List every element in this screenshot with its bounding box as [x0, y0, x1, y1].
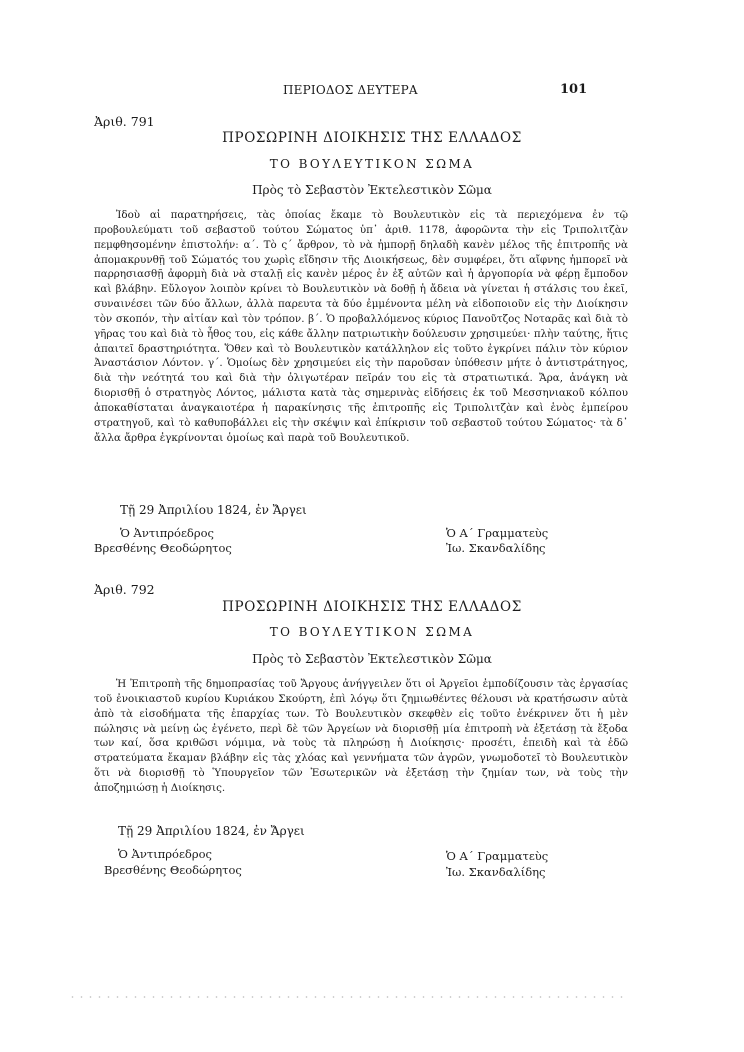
left-signatory-title: Ὁ Ἀντιπρόεδρος	[120, 526, 214, 540]
document-number: Ἀριθ. 792	[94, 582, 155, 597]
right-signatory-title: Ὁ Α΄ Γραμματεὺς	[446, 849, 549, 863]
left-signatory-title: Ὁ Ἀντιπρόεδρος	[118, 847, 212, 861]
scan-noise	[68, 996, 628, 998]
page-number: 101	[560, 82, 588, 97]
document-title: ΠΡΟΣΩΡΙΝΗ ΔΙΟΙΚΗΣΙΣ ΤΗΣ ΕΛΛΑΔΟΣ	[222, 599, 522, 615]
document-subtitle: ΤΟ ΒΟΥΛΕΥΤΙΚΟΝ ΣΩΜΑ	[269, 157, 475, 171]
document-addressee: Πρὸς τὸ Σεβαστὸν Ἐκτελεστικὸν Σῶμα	[252, 183, 492, 197]
right-signatory-name: Ἰω. Σκανδαλίδης	[446, 865, 546, 879]
running-head: ΠΕΡΙΟΔΟΣ ΔΕΥΤΕΡΑ	[283, 83, 418, 97]
document-date: Τῇ 29 Ἀπριλίου 1824, ἐν Ἄργει	[118, 824, 305, 838]
document-body: Ἡ Ἐπιτροπὴ τῆς δημοπρασίας τοῦ Ἄργους ἀνήγγειλεν ὅτι οἱ Ἀργεῖοι ἐμποδίζουσιν τὰς ἐργασίας τοῦ ἐνοικιαστοῦ κυρίου Κυριάκου Σκούρτη, ἐπὶ λόγῳ ὅτι ζημιωθέντες θέλουσι νὰ κρατήσωσιν αὐτὰ ἀπὸ τὰ εἰσοδήματα τῆς ἐπαρχίας των. Τὸ Βουλευτικὸν σκεφθὲν εἰς τοῦτο ἐνέκρινεν ὅτι ἡ μὲν πώλησις νὰ μείνῃ ὡς ἐγένετο, περὶ δὲ τῶν Ἀργείων νὰ διορισθῇ μία ἐπιτροπὴ νὰ ἐξετάσῃ τὰ ἔξοδα των καί, ὅσα κριθῶσι νόμιμα, νὰ τοὺς τὰ πληρώσῃ ἡ Διοίκησις· προσέτι, ἐπειδὴ καὶ τὰ ἐδῶ στρατεύματα ἔκαμαν βλάβην εἰς τὰς χλόας καὶ γεννήματα τῶν ἀγρῶν, γνωμοδοτεῖ τὸ Βουλευτικὸν ὅτι νὰ διορισθῇ τὸ Ὑπουργεῖον τῶν Ἐσωτερικῶν νὰ ἐξετάσῃ τὴν ζημίαν των, νὰ τοὺς τὴν ἀποζημιώσῃ ἡ Διοίκησις.	[94, 678, 628, 794]
left-signatory-name: Βρεσθένης Θεοδώρητος	[104, 863, 242, 877]
document-title: ΠΡΟΣΩΡΙΝΗ ΔΙΟΙΚΗΣΙΣ ΤΗΣ ΕΛΛΑΔΟΣ	[222, 130, 522, 146]
document-date: Τῇ 29 Ἀπριλίου 1824, ἐν Ἄργει	[120, 503, 307, 517]
document-subtitle: ΤΟ ΒΟΥΛΕΥΤΙΚΟΝ ΣΩΜΑ	[269, 625, 475, 639]
left-signatory-name: Βρεσθένης Θεοδώρητος	[94, 541, 232, 555]
right-signatory-name: Ἰω. Σκανδαλίδης	[446, 541, 546, 555]
document-number: Ἀριθ. 791	[94, 114, 155, 129]
document-addressee: Πρὸς τὸ Σεβαστὸν Ἐκτελεστικὸν Σῶμα	[252, 652, 492, 666]
document-body: Ἰδοὺ αἱ παρατηρήσεις, τὰς ὁποίας ἔκαμε τὸ Βουλευτικὸν εἰς τὰ περιεχόμενα ἐν τῷ προβουλεύματι τοῦ σεβαστοῦ τούτου Σώματος ὑπ᾽ ἀριθ. 1178, ἀφορῶντα τὴν εἰς Τριπολιτζὰν πεμφθησομένην ἐπιστολήν: α΄. Τὸ ς΄ ἄρθρον, τὸ νὰ ἠμπορῇ δηλαδὴ κανὲν μέλος τῆς ἐπιτροπῆς νὰ ἀπομακρυνθῇ τοῦ Σώματός του χωρὶς εἴδησιν τῆς Διοικήσεως, δὲν συμφέρει, ὅτι αἴφνης ἠμπορεῖ νὰ παρρησιασθῇ ἀφορμὴ διὰ νὰ σταλῇ εἰς κανὲν μέρος ἐν ἐξ αὐτῶν καὶ ἡ ἀργοπορία νὰ φέρῃ ἔμποδον καὶ βλάβην. Εὔλογον λοιπὸν κρίνει τὸ Βουλευτικὸν νὰ δοθῇ ἡ ἄδεια νὰ γίνεται ἡ στάλσις του ἐκεῖ, συναινέσει τῶν δύο ἄλλων, ἀλλὰ παρευτα τὰ δύο ἐμμένοντα μέλη νὰ εἰδοποιοῦν εἰς τὴν Διοίκησιν τὸν σκοπόν, τὴν αἰτίαν καὶ τὸν τρόπον. β΄. Ὁ προβαλλόμενος κύριος Πανοῦτζος Νοταρᾶς καὶ διὰ τὸ γῆρας του καὶ διὰ τὸ ἦθος του, εἰς κάθε ἄλλην πατριωτικὴν δούλευσιν χρησιμεύει· πλὴν ταύτης, ἥτις ἀπαιτεῖ δραστηριότητα. Ὅθεν καὶ τὸ Βουλευτικὸν κατάλληλον εἰς τοῦτο ἐγκρίνει πάλιν τὸν κύριον Ἀναστάσιον Λόντον. γ΄. Ὁμοίως δὲν χρησιμεύει εἰς τὴν παροῦσαν ὑπόθεσιν μήτε ὁ ἀντιστράτηγος, διὰ τὴν νεότητά του καὶ διὰ τὴν ὀλιγωτέραν πεῖράν του εἰς τὰ στρατιωτικά. Ἄρα, ἀνάγκη νὰ διορισθῇ ὁ στρατηγὸς Λόντος, μάλιστα κατὰ τὰς σημερινὰς εἰδήσεις ἐκ τοῦ Μεσσηνιακοῦ κόλπου ἀποκαθίσταται ἀναγκαιοτέρα ἡ παρακίνησις τῆς ἐπιτροπῆς εἰς Τριπολιτζὰν καὶ ἑνὸς ἐμπείρου στρατηγοῦ, καὶ τὸ καθυποβάλλει εἰς τὴν σκέψιν καὶ ἐπίκρισιν τοῦ σεβαστοῦ τούτου Σώματος· τὰ δ᾽ ἄλλα ἄρθρα ἐγκρίνονται ὁμοίως καὶ παρὰ τοῦ Βουλευτικοῦ.	[94, 209, 628, 444]
right-signatory-title: Ὁ Α΄ Γραμματεὺς	[446, 526, 549, 540]
